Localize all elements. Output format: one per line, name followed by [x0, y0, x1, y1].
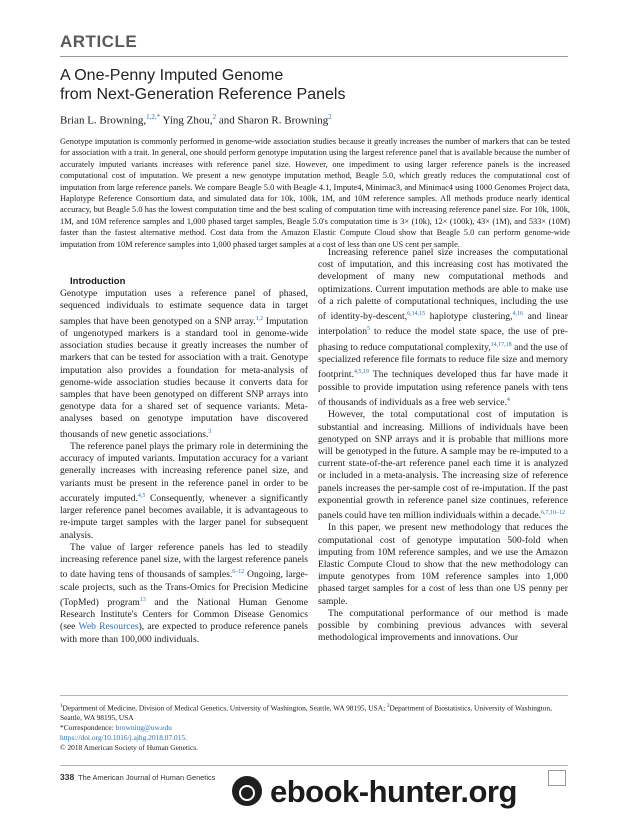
- citation-reference[interactable]: 6,7,10–12: [541, 510, 565, 516]
- intro-paragraph: [60, 542, 308, 646]
- correspondence-label: *Correspondence:: [60, 723, 116, 733]
- affiliation-1: Department of Medicine, Division of Medical Genetics, University of Washington, Seattle, WA 98195, USA;: [62, 703, 387, 713]
- journal-name: The American Journal of Human Genetics: [78, 773, 216, 782]
- intro-paragraph: [60, 288, 308, 441]
- intro-paragraph: [318, 409, 568, 522]
- paper-title: [60, 66, 480, 104]
- correspondence: [60, 723, 570, 733]
- citation-reference[interactable]: 3: [208, 428, 212, 435]
- footnote-rule: [60, 695, 568, 696]
- citation-reference[interactable]: 14,17,18: [490, 341, 512, 348]
- citation-reference[interactable]: 6,14,15: [407, 311, 426, 318]
- watermark-text: ebook-hunter.org: [270, 774, 517, 809]
- right-column: [318, 247, 568, 644]
- paragraph-text: and the use of specialized reference file formats to reduce file size and memory footprint.: [318, 341, 568, 381]
- citation-reference[interactable]: 4,5: [137, 492, 146, 499]
- citation-reference[interactable]: 1,2: [255, 315, 264, 322]
- doi-link[interactable]: https://doi.org/10.1016/j.ajhg.2018.07.015.: [60, 733, 187, 743]
- footer-rule: [60, 765, 568, 766]
- author-affil-sup[interactable]: 1,2,*: [146, 113, 161, 121]
- left-column: [60, 276, 308, 646]
- article-type-label: ARTICLE: [60, 32, 138, 51]
- affiliations: $^1$Department of Medicine, Division of Medical Genetics, University of Washington, Seattle, WA 98195, USA; $^2$Department of Biostatistics, University of Washington, Seattle, WA 98195, USA: [60, 703, 552, 723]
- paragraph-text: The value of larger reference panels has led to steadily increasing reference panel size, with the largest reference panels to date having tens of thousands of samples.: [60, 541, 308, 581]
- intro-paragraph: [318, 608, 568, 645]
- paragraph-text: haplotype clustering,: [425, 311, 513, 323]
- citation-reference[interactable]: 4,5,19: [353, 369, 369, 376]
- paragraph-text: The computational performance of our method is made possible by combining previous advances with several methodological improvements and innovations. Our: [318, 607, 568, 644]
- citation-reference[interactable]: 4: [506, 396, 510, 403]
- citation-reference[interactable]: 4,16: [512, 311, 523, 318]
- correspondence-email-link[interactable]: browning@uw.edu: [115, 723, 172, 733]
- paragraph-text: Consequently, whenever a significantly larger reference panel becomes available, it is advantageous to re-impute target samples with the larger panel for subsequent analysis.: [60, 493, 308, 541]
- author-name: Brian L. Browning,: [60, 114, 147, 127]
- citation-reference[interactable]: 6–12: [232, 569, 245, 576]
- page-footer: [60, 772, 215, 782]
- paragraph-text: Ongoing, large-scale projects, such as the Trans-Omics for Precision Medicine (TopMed) program: [60, 569, 308, 609]
- paragraph-text: Genotype imputation uses a reference panel of phased, sequenced individuals to estimate sequence data in target samples that have been genotyped on a SNP array.: [60, 288, 308, 327]
- title-line-2: from Next-Generation Reference Panels: [60, 86, 346, 103]
- intro-paragraph: [60, 441, 308, 542]
- footnotes: [60, 702, 570, 753]
- web-resources-link[interactable]: Web Resources: [78, 621, 139, 633]
- page-number: 338: [60, 772, 75, 782]
- abstract: Genotype imputation is commonly performed in genome-wide association studies because it greatly increases the number of markers that can be tested for association with a trait. In general, one should perform genotype imputation using the largest reference panel that is available because the number of accurately imputed variants increases with reference panel size. However, one impediment to using larger reference panels is the increased computational cost of imputation. We present a new genotype imputation method, Beagle 5.0, which greatly reduces the computational cost of imputation from large reference panels. We compare Beagle 5.0 with Beagle 4.1, Impute4, Minimac3, and Minimac4 using 1000 Genomes Project data, Haplotype Reference Consortium data, and simulated data for 10k, 100k, 1M, and 10M reference samples. All methods produce nearly identical accuracy, but Beagle 5.0 has the lowest computation time and the best scaling of computation time with increasing reference panel size. For 10k, 100k, 1M, and 10M reference samples and 1,000 phased target samples, Beagle 5.0's computation time is 3× (10k), 12× (100k), 43× (1M), and 533× (10M) faster than the fastest alternative method. Cost data from the Amazon Elastic Compute Cloud show that Beagle 5.0 can perform genome-wide imputation from 10M reference samples into 1,000 phased target samples at a cost of less than one US cent per sample.: [60, 137, 570, 249]
- copyright: © 2018 American Society of Human Genetics.: [60, 743, 198, 753]
- section-heading-introduction: Introduction: [70, 276, 126, 287]
- author-name: Ying Zhou,: [162, 114, 213, 127]
- affiliation-2: Department of Biostatistics, University of Washington, Seattle, WA 98195, USA: [60, 703, 552, 723]
- title-line-1: A One-Penny Imputed Genome: [60, 67, 284, 84]
- author-list: [60, 110, 560, 128]
- intro-paragraph: [318, 247, 568, 409]
- author-name: and Sharon R. Browning: [218, 114, 329, 127]
- paragraph-text: to reduce the model state space, the use of pre-phasing to reduce computational complexity,: [318, 326, 568, 353]
- author-affil-sup[interactable]: 2: [212, 113, 217, 121]
- paragraph-text: and linear interpolation: [318, 311, 568, 338]
- citation-reference[interactable]: 13: [139, 596, 146, 603]
- paragraph-text: The techniques developed thus far have made it possible to provide imputation using reference panels with tens of thousands of individuals as a free web service.: [318, 369, 568, 409]
- paragraph-text: However, the total computational cost of imputation is substantial and increasing. Millions of individuals have been genotyped on SNP arrays and it is probable that millions more will be genotyped in the future. A sample may be re-imputed to a current state-of-the-art reference panel each time it is analyzed or included in a meta-analysis. The increasing size of reference panels increases the per-sample cost of re-imputation. If the past exponential growth in reference panel size continues, reference panels could have ten million individuals within a decade.: [318, 409, 568, 522]
- publisher-logo-icon: [548, 770, 566, 786]
- watermark-logo-icon: [232, 776, 262, 806]
- paragraph-text: In this paper, we present new methodology that reduces the computational cost of genotype imputation 500-fold when imputing from 10M reference samples, and we use the Amazon Elastic Compute Cloud to show that the new methodology can impute genotypes from 10M reference samples into 1,000 phased target samples for a cost of less than one US penny per sample.: [318, 522, 568, 607]
- paragraph-text: The reference panel plays the primary role in determining the accuracy of imputed variants. Imputation accuracy for a variant generally increases with increasing reference panel size, and variants must be present in the reference panel in order to be accurately imputed.: [60, 441, 308, 505]
- paragraph-text: Imputation of ungenotyped markers is a standard tool in genome-wide association studies because it greatly increases the number of markers that can be tested for association with a trait. Genotype imputation also provides a foundation for meta-analysis of genome-wide association studies because it converts data for samples that have been genotyped on different SNP arrays into genotype data for a shared set of sequence variants. Meta-analyses based on genotype imputation have discovered thousands of new genetic associations.: [60, 315, 308, 440]
- citation-reference[interactable]: 5: [367, 326, 371, 333]
- intro-paragraph: [318, 522, 568, 607]
- paragraph-text: Increasing reference panel size increases the computational cost of imputation, and this increasing cost has motivated the development of many new computational methods and optimizations. Current imputation methods are able to make use of a rich palette of computational techniques, including the use of identity-by-descent,: [318, 247, 568, 323]
- author-affil-sup[interactable]: 2: [328, 113, 332, 121]
- header-rule: [60, 56, 568, 57]
- paragraph-text: and the National Human Genome Research Institute's Centers for Common Disease Genomics (see: [60, 597, 308, 633]
- paragraph-text: ), are expected to produce reference panels with more than 100,000 individuals.: [60, 621, 309, 645]
